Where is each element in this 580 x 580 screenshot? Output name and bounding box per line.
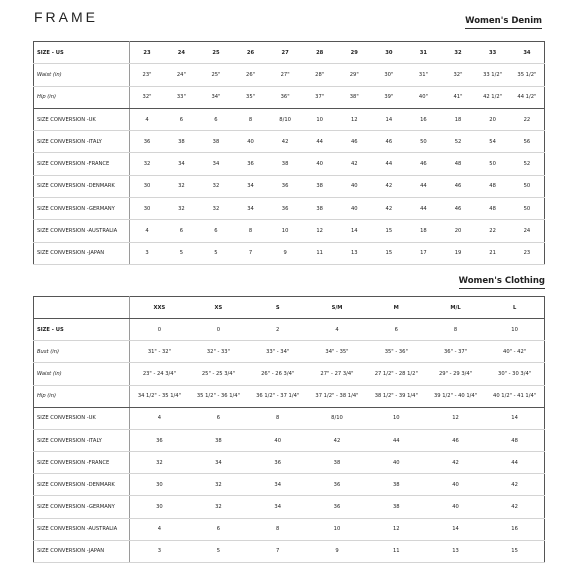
table-cell: 0 [189,319,248,341]
table-cell: 10 [367,407,426,429]
row-label: SIZE CONVERSION -FRANCE [34,452,130,474]
table-cell: 40 [426,496,485,518]
table-cell: 3 [130,242,165,264]
table-cell: 14 [485,407,544,429]
row-label: SIZE - US [34,319,130,341]
table-cell: 36 [130,131,165,153]
row-label: SIZE CONVERSION -GERMANY [34,496,130,518]
table-cell: 34" [199,86,234,108]
table-cell: 40 [302,153,337,175]
table-cell: 40 [367,452,426,474]
table-cell: 15 [372,220,407,242]
table-cell: 44 [367,429,426,451]
table-cell: 10 [302,108,337,130]
table-cell: 10 [268,220,303,242]
table-cell: 38 1/2" - 39 1/4" [367,385,426,407]
table-cell: 4 [130,220,165,242]
table-cell: 39 1/2" - 40 1/4" [426,385,485,407]
table-cell: 10 [485,319,544,341]
table-cell: 38 [189,429,248,451]
conversion-row [34,496,545,518]
table-cell: 38 [302,175,337,197]
conversion-row [34,175,545,197]
size-header-cell: 29 [337,42,372,64]
table-cell: 52 [510,153,545,175]
row-label: SIZE CONVERSION -AUSTRALIA [34,518,130,540]
header-row [34,42,545,64]
table-cell: 6 [189,518,248,540]
measurement-row [34,363,545,385]
table-cell: 26" - 26 3/4" [248,363,307,385]
table-cell: 23" [130,64,165,86]
table-cell: 42 1/2" [475,86,510,108]
table-cell: 46 [372,131,407,153]
table-cell: 14 [426,518,485,540]
size-header-cell: XS [189,297,248,319]
row-label: SIZE CONVERSION -GERMANY [34,198,130,220]
table-cell: 8/10 [268,108,303,130]
size-header-cell: 24 [164,42,199,64]
size-header-cell: 23 [130,42,165,64]
table-cell: 42 [372,175,407,197]
table-cell: 29" - 29 3/4" [426,363,485,385]
table-cell: 36 [307,496,366,518]
table-cell: 44 [406,198,441,220]
table-cell: 42 [485,496,544,518]
measurement-row [34,86,545,108]
table-cell: 41" [441,86,476,108]
table-cell: 7 [248,540,307,562]
size-header-cell: L [485,297,544,319]
table-cell: 6 [164,220,199,242]
table-cell: 15 [485,540,544,562]
table-cell: 40 1/2" - 41 1/4" [485,385,544,407]
table-cell: 35" - 36" [367,341,426,363]
row-label: Hip (in) [34,86,130,108]
table-cell: 25" - 25 3/4" [189,363,248,385]
table-cell: 40 [426,474,485,496]
row-label: SIZE CONVERSION -FRANCE [34,153,130,175]
table-cell: 37 1/2" - 38 1/4" [307,385,366,407]
table-cell: 54 [475,131,510,153]
size-header-cell: XXS [130,297,189,319]
table-cell: 30 [130,474,189,496]
table-cell: 32 [199,175,234,197]
table-cell: 18 [441,108,476,130]
table-cell: 5 [199,242,234,264]
table-cell: 44 [406,175,441,197]
table-cell: 33 1/2" [475,64,510,86]
table-cell: 34 [248,496,307,518]
table-cell: 12 [302,220,337,242]
table-cell: 46 [406,153,441,175]
table-cell: 31" - 32" [130,341,189,363]
table-cell: 42 [307,429,366,451]
table-cell: 38 [268,153,303,175]
conversion-row [34,452,545,474]
table-cell: 9 [268,242,303,264]
table-cell: 50 [475,153,510,175]
table-cell: 50 [510,198,545,220]
table-cell: 37" [302,86,337,108]
row-label: Waist (in) [34,363,130,385]
table-cell: 50 [510,175,545,197]
conversion-row [34,540,545,562]
table-cell: 34 [248,474,307,496]
table-cell: 32 [189,474,248,496]
table-cell: 42 [372,198,407,220]
conversion-row [34,198,545,220]
table-cell: 50 [406,131,441,153]
table-cell: 40" - 42" [485,341,544,363]
table-cell: 22 [475,220,510,242]
header-label [34,297,130,319]
size-header-cell: 25 [199,42,234,64]
measurement-row [34,319,545,341]
table-cell: 3 [130,540,189,562]
conversion-row [34,518,545,540]
table-cell: 32" - 33" [189,341,248,363]
size-header-cell: 33 [475,42,510,64]
row-label: Bust (in) [34,341,130,363]
size-header-cell: S [248,297,307,319]
table-cell: 32 [199,198,234,220]
measurement-row [34,341,545,363]
size-header-cell: S/M [307,297,366,319]
table-cell: 36 [307,474,366,496]
table-cell: 6 [164,108,199,130]
row-label: SIZE CONVERSION -DENMARK [34,175,130,197]
table-cell: 20 [441,220,476,242]
table-cell: 29" [337,64,372,86]
row-label: Waist (in) [34,64,130,86]
measurement-row [34,385,545,407]
table-cell: 12 [337,108,372,130]
table-cell: 6 [199,220,234,242]
row-label: SIZE CONVERSION -JAPAN [34,242,130,264]
row-label: SIZE CONVERSION -JAPAN [34,540,130,562]
size-header-cell: 27 [268,42,303,64]
table-cell: 38 [367,474,426,496]
table-cell: 31" [406,64,441,86]
table-cell: 46 [441,198,476,220]
conversion-row [34,108,545,130]
table-cell: 27" - 27 3/4" [307,363,366,385]
table-cell: 11 [302,242,337,264]
table-cell: 8 [233,108,268,130]
table-cell: 32 [164,175,199,197]
table-cell: 14 [337,220,372,242]
table-cell: 6 [199,108,234,130]
table-cell: 34 [233,175,268,197]
table-cell: 32" [130,86,165,108]
table-cell: 18 [406,220,441,242]
table-cell: 48 [475,198,510,220]
table-cell: 8 [248,407,307,429]
table-cell: 30" [372,64,407,86]
table-cell: 36 [268,175,303,197]
row-label: SIZE CONVERSION -UK [34,407,130,429]
table-cell: 35 1/2" - 36 1/4" [189,385,248,407]
table-cell: 20 [475,108,510,130]
conversion-row [34,242,545,264]
table-cell: 40 [337,198,372,220]
table-cell: 34 [233,198,268,220]
table-cell: 33" - 34" [248,341,307,363]
table-cell: 23 [510,242,545,264]
table-cell: 32 [130,452,189,474]
size-header-cell: M/L [426,297,485,319]
row-label: SIZE CONVERSION -UK [34,108,130,130]
table-cell: 36 [248,452,307,474]
table-cell: 34 [199,153,234,175]
table-cell: 38 [367,496,426,518]
row-label: SIZE CONVERSION -ITALY [34,429,130,451]
table-cell: 34 1/2" - 35 1/4" [130,385,189,407]
table-cell: 35" [233,86,268,108]
table-cell: 30 [130,198,165,220]
table-cell: 46 [426,429,485,451]
table-cell: 6 [367,319,426,341]
table-cell: 32 [130,153,165,175]
table-cell: 24" [164,64,199,86]
clothing-size-table [33,296,545,563]
table-cell: 30 [130,175,165,197]
table-cell: 34 [189,452,248,474]
row-label: SIZE CONVERSION -AUSTRALIA [34,220,130,242]
table-cell: 14 [372,108,407,130]
conversion-row [34,153,545,175]
table-cell: 46 [337,131,372,153]
table-cell: 42 [268,131,303,153]
table-cell: 23" - 24 3/4" [130,363,189,385]
table-cell: 34" - 35" [307,341,366,363]
table-cell: 38 [307,452,366,474]
table-cell: 8/10 [307,407,366,429]
row-label: SIZE CONVERSION -DENMARK [34,474,130,496]
table-cell: 36 1/2" - 37 1/4" [248,385,307,407]
table-cell: 40 [233,131,268,153]
measurement-row [34,64,545,86]
table-cell: 40 [337,175,372,197]
table-cell: 30 [130,496,189,518]
size-header-cell: M [367,297,426,319]
table-cell: 9 [307,540,366,562]
table-cell: 5 [164,242,199,264]
table-cell: 6 [189,407,248,429]
table-cell: 32" [441,64,476,86]
table-cell: 42 [426,452,485,474]
table-cell: 16 [485,518,544,540]
table-cell: 13 [426,540,485,562]
table-cell: 22 [510,108,545,130]
table-cell: 38 [302,198,337,220]
header-row [34,297,545,319]
table-cell: 2 [248,319,307,341]
size-header-cell: 28 [302,42,337,64]
size-header-cell: 34 [510,42,545,64]
conversion-row [34,131,545,153]
table-cell: 36 [233,153,268,175]
table-cell: 27" [268,64,303,86]
table-cell: 5 [189,540,248,562]
table-cell: 34 [164,153,199,175]
denim-section-title: Women's Denim [465,16,542,29]
brand-logo: FRAME [34,9,98,25]
table-cell: 33" [164,86,199,108]
table-cell: 39" [372,86,407,108]
table-cell: 44 [372,153,407,175]
table-cell: 36" [268,86,303,108]
table-cell: 0 [130,319,189,341]
table-cell: 28" [302,64,337,86]
table-cell: 32 [189,496,248,518]
table-cell: 38" [337,86,372,108]
size-header-cell: 32 [441,42,476,64]
conversion-row [34,429,545,451]
conversion-row [34,474,545,496]
table-cell: 13 [337,242,372,264]
table-cell: 4 [130,518,189,540]
table-cell: 56 [510,131,545,153]
row-label: Hip (in) [34,385,130,407]
conversion-row [34,220,545,242]
table-cell: 8 [248,518,307,540]
size-header-cell: 30 [372,42,407,64]
table-cell: 4 [130,407,189,429]
table-cell: 12 [426,407,485,429]
table-cell: 42 [337,153,372,175]
table-cell: 17 [406,242,441,264]
table-cell: 48 [441,153,476,175]
table-cell: 10 [307,518,366,540]
table-cell: 44 [485,452,544,474]
table-cell: 44 [302,131,337,153]
denim-size-table [33,41,545,265]
table-cell: 46 [441,175,476,197]
table-cell: 7 [233,242,268,264]
table-cell: 16 [406,108,441,130]
table-cell: 35 1/2" [510,64,545,86]
table-cell: 40 [248,429,307,451]
table-cell: 4 [307,319,366,341]
table-cell: 8 [233,220,268,242]
header-label: SIZE - US [34,42,130,64]
row-label: SIZE CONVERSION -ITALY [34,131,130,153]
table-cell: 26" [233,64,268,86]
clothing-section-title: Women's Clothing [459,276,545,289]
table-cell: 36 [268,198,303,220]
table-cell: 8 [426,319,485,341]
table-cell: 21 [475,242,510,264]
conversion-row [34,407,545,429]
size-header-cell: 31 [406,42,441,64]
table-cell: 38 [164,131,199,153]
table-cell: 19 [441,242,476,264]
table-cell: 25" [199,64,234,86]
table-cell: 48 [475,175,510,197]
table-cell: 4 [130,108,165,130]
size-header-cell: 26 [233,42,268,64]
table-cell: 24 [510,220,545,242]
table-cell: 11 [367,540,426,562]
table-cell: 15 [372,242,407,264]
table-cell: 27 1/2" - 28 1/2" [367,363,426,385]
table-cell: 36" - 37" [426,341,485,363]
table-cell: 52 [441,131,476,153]
table-cell: 48 [485,429,544,451]
table-cell: 44 1/2" [510,86,545,108]
table-cell: 12 [367,518,426,540]
table-cell: 32 [164,198,199,220]
table-cell: 40" [406,86,441,108]
table-cell: 38 [199,131,234,153]
table-cell: 42 [485,474,544,496]
table-cell: 36 [130,429,189,451]
table-cell: 30" - 30 3/4" [485,363,544,385]
